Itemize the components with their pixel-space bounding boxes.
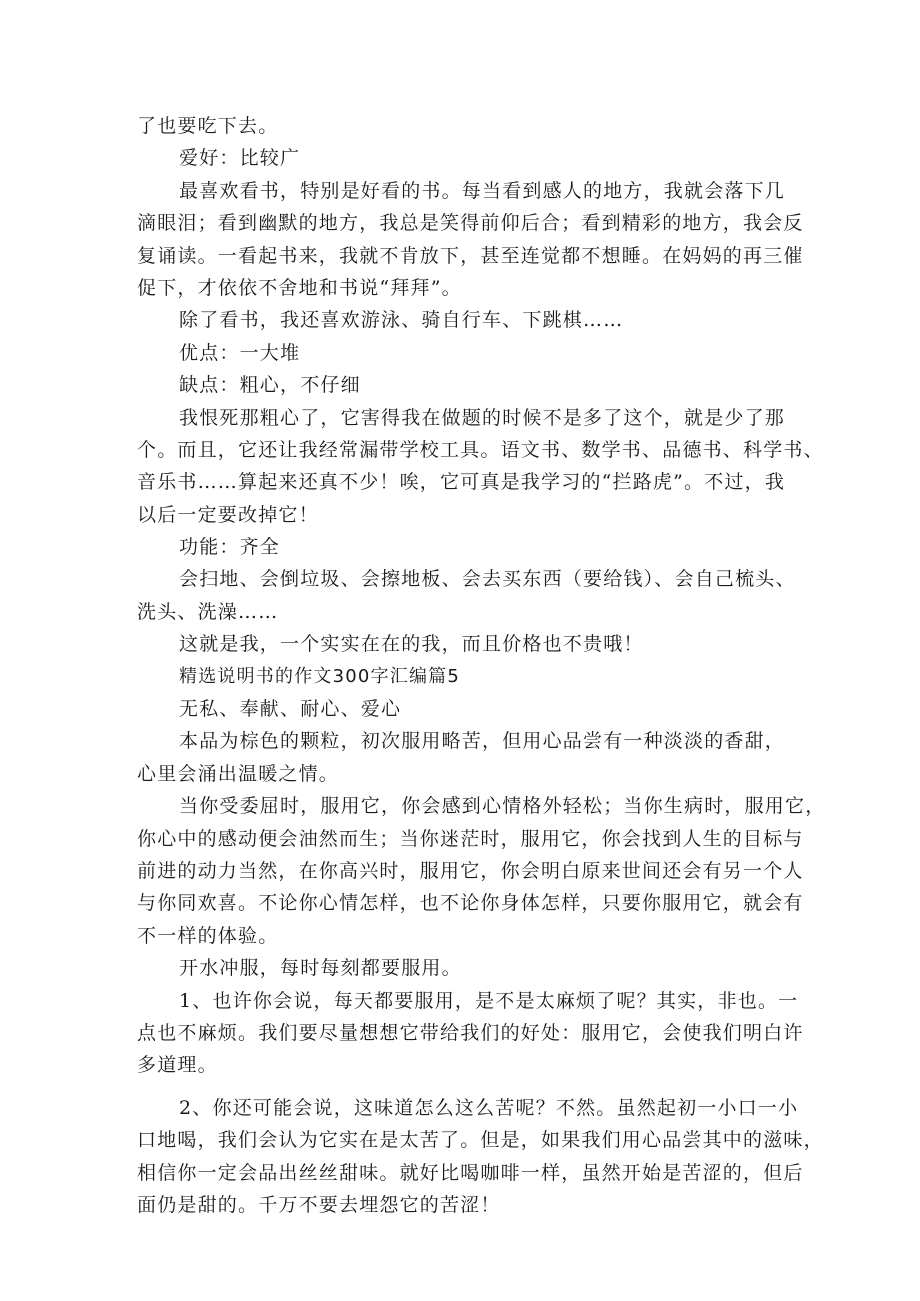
text-line: 前进的动力当然，在你高兴时，服用它，你会明白原来世间还会有另一个人 bbox=[137, 859, 804, 882]
paragraph bbox=[137, 725, 797, 790]
text-line: 优点：一大堆 bbox=[179, 341, 301, 364]
text-line: 音乐书……算起来还真不少！唉，它可真是我学习的“拦路虎”。不过，我 bbox=[137, 471, 786, 494]
paragraph bbox=[137, 531, 797, 563]
paragraph bbox=[137, 402, 824, 532]
text-line: 当你受委屈时，服用它，你会感到心情格外轻松；当你生病时，服用它， bbox=[179, 795, 826, 818]
text-line: 以后一定要改掉它！ bbox=[137, 503, 319, 526]
text-line: 我恨死那粗心了，它害得我在做题的时候不是多了这个，就是少了那 bbox=[179, 406, 786, 429]
text-line: 点也不麻烦。我们要尽量想想它带给我们的好处：服用它，会使我们明白许 bbox=[137, 1021, 804, 1044]
text-line: 面仍是甜的。千万不要去埋怨它的苦涩！ bbox=[137, 1193, 501, 1216]
text-line: 1、也许你会说，每天都要服用，是不是太麻烦了呢？其实，非也。一 bbox=[179, 989, 799, 1012]
text-line: 最喜欢看书，特别是好看的书。每当看到感人的地方，我就会落下几 bbox=[179, 179, 786, 202]
section-heading bbox=[137, 661, 797, 693]
text-line: 缺点：粗心，不仔细 bbox=[179, 374, 361, 397]
text-line: 了也要吃下去。 bbox=[137, 115, 279, 137]
text-line: 爱好：比较广 bbox=[179, 147, 301, 170]
text-line: 促下，才依依不舍地和书说“拜拜”。 bbox=[137, 276, 462, 299]
paragraph bbox=[137, 110, 797, 142]
text-line: 无私、奉献、耐心、爱心 bbox=[179, 698, 402, 721]
paragraph bbox=[137, 369, 797, 401]
text-line: 相信你一定会品出丝丝甜味。就好比喝咖啡一样，虽然开始是苦涩的，但后 bbox=[137, 1161, 804, 1184]
paragraph bbox=[137, 337, 797, 369]
paragraph bbox=[137, 142, 797, 174]
paragraph bbox=[137, 1092, 824, 1222]
text-line: 功能：齐全 bbox=[179, 536, 281, 559]
text-line: 心里会涌出温暖之情。 bbox=[137, 762, 340, 785]
document-body bbox=[137, 110, 826, 1221]
paragraph bbox=[137, 563, 797, 628]
text-line: 滴眼泪；看到幽默的地方，我总是笑得前仰后合；看到精彩的地方，我会反 bbox=[137, 212, 804, 235]
paragraph bbox=[137, 693, 797, 725]
text-line: 精选说明书的作文300字汇编篇5 bbox=[179, 665, 461, 687]
paragraph bbox=[137, 628, 797, 660]
text-line: 这就是我，一个实实在在的我，而且价格也不贵哦！ bbox=[179, 633, 644, 656]
paragraph bbox=[137, 790, 826, 952]
text-line: 本品为棕色的颗粒，初次服用略苦，但用心品尝有一种淡淡的香甜， bbox=[179, 730, 786, 753]
paragraph bbox=[137, 175, 804, 305]
text-line: 除了看书，我还喜欢游泳、骑自行车、下跳棋…… bbox=[179, 309, 624, 332]
paragraph bbox=[137, 952, 797, 984]
text-line: 你心中的感动便会油然而生；当你迷茫时，服用它，你会找到人生的目标与 bbox=[137, 827, 804, 850]
text-line: 复诵读。一看起书来，我就不肯放下，甚至连觉都不想睡。在妈妈的再三催 bbox=[137, 244, 804, 267]
text-line: 口地喝，我们会认为它实在是太苦了。但是，如果我们用心品尝其中的滋味， bbox=[137, 1129, 824, 1152]
text-line: 多道理。 bbox=[137, 1054, 218, 1077]
paragraph bbox=[137, 985, 804, 1082]
text-line: 与你同欢喜。不论你心情怎样，也不论你身体怎样，只要你服用它，就会有 bbox=[137, 892, 804, 915]
paragraph bbox=[137, 304, 797, 336]
text-line: 会扫地、会倒垃圾、会擦地板、会去买东西（要给钱）、会自己梳头、 bbox=[179, 568, 796, 591]
text-line: 2、你还可能会说，这味道怎么这么苦呢？不然。虽然起初一小口一小 bbox=[179, 1096, 799, 1119]
text-line: 个。而且，它还让我经常漏带学校工具。语文书、数学书、品德书、科学书、 bbox=[137, 438, 824, 461]
text-line: 开水冲服，每时每刻都要服用。 bbox=[179, 957, 462, 980]
text-line: 不一样的体验。 bbox=[137, 924, 279, 947]
text-line: 洗头、洗澡…… bbox=[137, 600, 279, 623]
paragraph-gap bbox=[137, 1082, 797, 1092]
